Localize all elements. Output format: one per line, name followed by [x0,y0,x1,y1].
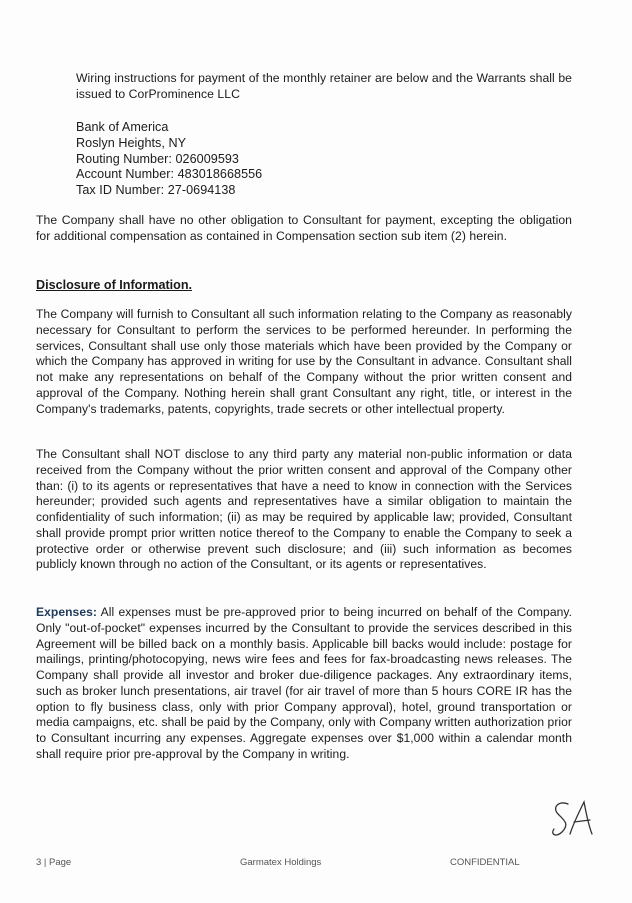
footer-company: Garmatex Holdings [240,857,322,868]
wiring-instructions: Wiring instructions for payment of the monthly retainer are below and the Warrants shall be issued to CorProminence LLC [76,71,572,101]
bank-location: Roslyn Heights, NY [76,135,187,150]
expenses-heading: Expenses: [36,605,97,619]
footer-confidential: CONFIDENTIAL [450,857,520,868]
tax-id-number: Tax ID Number: 27-0694138 [76,183,236,198]
disclosure-heading: Disclosure of Information. [36,278,193,292]
bank-name: Bank of America [76,120,169,134]
expenses-body: All expenses must be pre-approved prior to being incurred on behalf of the Company. Only "out-of-pocket" expenses incurred by the Consultant to provide the services described in this Agreement will be billed back on a monthly basis. Applicable bill backs would include: postage for mailings, printing/photocopying, news wire fees and fees for fax-broadcasting news releases. The Company shall provide all investor and broker due-diligence packages. Any extraordinary items, such as broker lunch presentations, air travel (for air travel of more than 5 hours CORE IR has the option to fly business class, only with prior Company approval), hotel, ground transportation or media campaigns, etc. shall be paid by the Company, only with Company written authorization prior to Consultant incurring any expenses. Aggregate expenses over $1,000 within a calendar month shall require prior pre-approval by the Company in writing. [36,605,572,761]
disclosure-paragraph-2: The Consultant shall NOT disclose to any third party any material non-public information or data received from the Company without the prior written consent and approval of the Company other than: (i) to its agents or representatives that have a need to know in connection with the Services hereunder; provided such agents and representatives have a similar obligation to maintain the confidentiality of such information; (ii) as may be required by applicable law; provided, Consultant shall provide prompt prior written notice thereof to the Company to enable the Company to seek a protective order or otherwise prevent such disclosure; and (iii) such information as becomes publicly known through no action of the Consultant, or its agents or representatives. [36,447,572,572]
no-other-obligation-paragraph: The Company shall have no other obligation to Consultant for payment, excepting the obligation for additional compensation as contained in Compensation section sub item (2) herein. [36,213,572,243]
initials-signature [548,796,598,842]
footer-page-number: 3 | Page [36,857,72,868]
disclosure-paragraph-1: The Company will furnish to Consultant all such information relating to the Company as reasonably necessary for Consultant to perform the services to be performed hereunder. In performing the services, Consultant shall use only those materials which have been provided by the Company or which the Company has approved in writing for use by the Consultant in advance. Consultant shall not make any representations on behalf of the Company without the prior written consent and approval of the Company. Nothing herein shall grant Consultant any right, title, or interest in the Company's trademarks, patents, copyrights, trade secrets or other intellectual property. [36,307,572,416]
account-number: Account Number: 483018668556 [76,167,263,182]
bank-details [76,120,396,199]
routing-number: Routing Number: 026009593 [76,151,239,166]
expenses-paragraph [36,605,572,763]
